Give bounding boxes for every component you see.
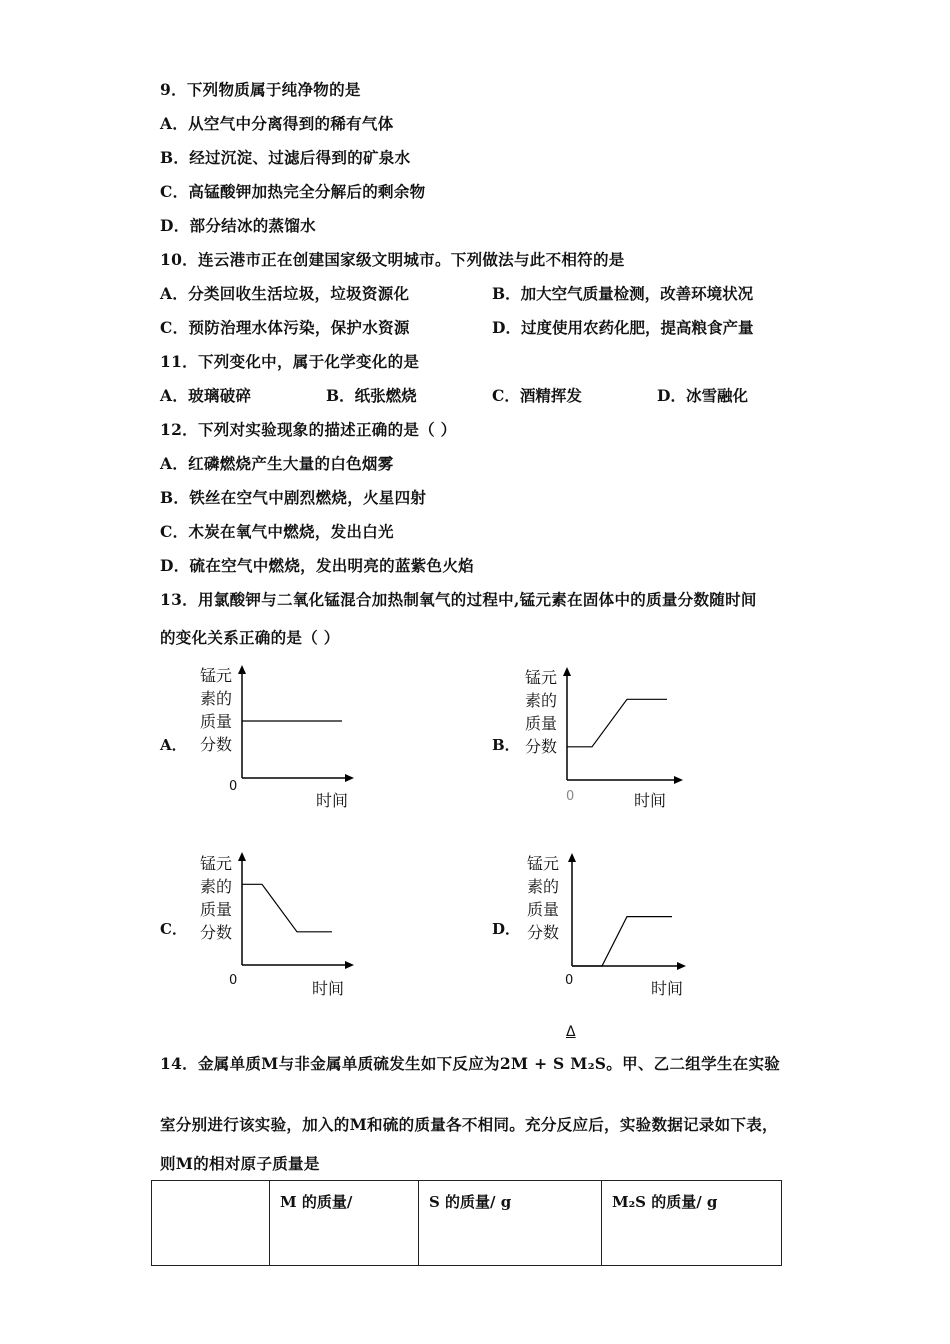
graph-d-label[interactable]: D． [492, 920, 521, 938]
graph-a-xlabel: 时间 [316, 791, 349, 810]
y-axis-arrow [563, 667, 571, 676]
graph-b-origin: 0 [566, 789, 575, 804]
graph-c-xlabel: 时间 [312, 979, 345, 998]
q11-option-b[interactable]: B．纸张燃烧 [326, 386, 417, 405]
q10-option-d[interactable]: D．过度使用农药化肥，提高粮食产量 [492, 318, 754, 337]
table-header-m-mass: M 的质量/ [270, 1181, 419, 1266]
graph-d-origin: 0 [565, 973, 574, 988]
q11-option-d[interactable]: D．冰雪融化 [657, 386, 748, 405]
q14-data-table [151, 1180, 782, 1266]
graph-c-origin: 0 [229, 973, 238, 988]
q10-stem: 10．连云港市正在创建国家级文明城市。下列做法与此不相符的是 [160, 250, 625, 269]
x-axis-arrow [345, 961, 354, 969]
q10-option-a[interactable]: A．分类回收生活垃圾，垃圾资源化 [160, 284, 410, 303]
graph-d [560, 853, 695, 973]
q11-option-a[interactable]: A．玻璃破碎 [160, 386, 252, 405]
q9-option-a[interactable]: A．从空气中分离得到的稀有气体 [160, 114, 394, 133]
graph-d-xlabel: 时间 [651, 979, 684, 998]
table-header-s-mass: S 的质量/ g [419, 1181, 602, 1266]
table-cell [152, 1181, 270, 1266]
q9-stem: 9．下列物质属于纯净物的是 [160, 80, 361, 99]
graph-a-origin: 0 [229, 779, 238, 794]
graph-b-ylabel: 锰元 素的 质量 分数 [524, 668, 557, 756]
table-row [152, 1181, 782, 1266]
y-axis-arrow [238, 852, 246, 861]
graph-c-ylabel: 锰元 素的 质量 分数 [199, 854, 232, 942]
graph-b-label[interactable]: B． [492, 736, 520, 754]
q12-option-d[interactable]: D．硫在空气中燃烧，发出明亮的蓝紫色火焰 [160, 556, 474, 575]
graph-c-line [242, 884, 332, 932]
q14-stem-line3: 则M的相对原子质量是 [160, 1154, 320, 1173]
q14-stem-line2: 室分别进行该实验，加入的M和硫的质量各不相同。充分反应后，实验数据记录如下表， [160, 1115, 778, 1134]
x-axis-arrow [674, 776, 683, 784]
graph-c-label[interactable]: C． [160, 920, 187, 938]
y-axis-arrow [238, 665, 246, 674]
q10-option-b[interactable]: B．加大空气质量检测，改善环境状况 [492, 284, 754, 303]
q13-stem-line2: 的变化关系正确的是（ ） [160, 628, 340, 647]
q11-option-c[interactable]: C．酒精挥发 [492, 386, 582, 405]
table-header-m2s-mass: M₂S 的质量/ g [602, 1181, 782, 1266]
q12-option-c[interactable]: C．木炭在氧气中燃烧，发出白光 [160, 522, 394, 541]
q9-option-b[interactable]: B．经过沉淀、过滤后得到的矿泉水 [160, 148, 411, 167]
y-axis-arrow [568, 853, 576, 862]
q9-option-d[interactable]: D．部分结冰的蒸馏水 [160, 216, 316, 235]
x-axis-arrow [345, 774, 354, 782]
reaction-heat-symbol: Δ [566, 1024, 576, 1040]
graph-d-line [572, 917, 672, 966]
q11-stem: 11．下列变化中，属于化学变化的是 [160, 352, 420, 371]
graph-a-label[interactable]: A． [160, 736, 187, 754]
q9-option-c[interactable]: C．高锰酸钾加热完全分解后的剩余物 [160, 182, 426, 201]
graph-a-ylabel: 锰元 素的 质量 分数 [199, 666, 232, 754]
graph-b-xlabel: 时间 [634, 791, 667, 810]
graph-b [555, 667, 690, 787]
q12-option-a[interactable]: A．红磷燃烧产生大量的白色烟雾 [160, 454, 394, 473]
q13-stem-line1: 13．用氯酸钾与二氧化锰混合加热制氧气的过程中,锰元素在固体中的质量分数随时间 [160, 590, 757, 609]
graph-a [230, 665, 360, 785]
graph-b-line [567, 699, 667, 747]
graph-d-ylabel: 锰元 素的 质量 分数 [526, 854, 559, 942]
q12-option-b[interactable]: B．铁丝在空气中剧烈燃烧，火星四射 [160, 488, 427, 507]
q10-option-c[interactable]: C．预防治理水体污染，保护水资源 [160, 318, 410, 337]
graph-c [230, 852, 360, 972]
x-axis-arrow [677, 962, 686, 970]
q12-stem: 12．下列对实验现象的描述正确的是（ ） [160, 420, 457, 439]
q14-stem-line1: 14．金属单质M与非金属单质硫发生如下反应为2M + S M₂S。甲、乙二组学生在实验 [160, 1054, 781, 1073]
